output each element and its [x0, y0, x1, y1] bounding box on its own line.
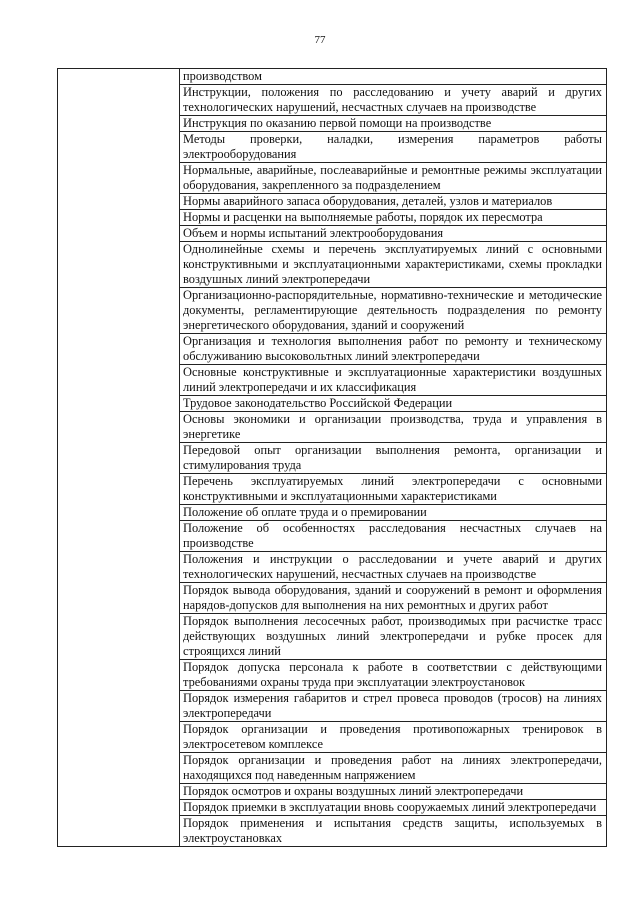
table-cell: Трудовое законодательство Российской Федерации: [180, 396, 607, 412]
left-column-cell: [58, 69, 180, 847]
table-cell: Порядок вывода оборудования, зданий и сооружений в ремонт и оформления нарядов-допусков для выполнения на них ремонтных и других работ: [180, 583, 607, 614]
table-cell: Основные конструктивные и эксплуатационные характеристики воздушных линий электропередачи и их классификация: [180, 365, 607, 396]
table-cell: Нормальные, аварийные, послеаварийные и ремонтные режимы эксплуатации оборудования, закрепленного за подразделением: [180, 163, 607, 194]
table-cell: Порядок измерения габаритов и стрел провеса проводов (тросов) на линиях электропередачи: [180, 691, 607, 722]
table-cell: Инструкция по оказанию первой помощи на производстве: [180, 116, 607, 132]
table-cell: Нормы аварийного запаса оборудования, деталей, узлов и материалов: [180, 194, 607, 210]
table-cell: Порядок выполнения лесосечных работ, производимых при расчистке трасс действующих воздушных линий электропередачи и рубке просек для строящихся линий: [180, 614, 607, 660]
table-cell: Порядок организации и проведения противопожарных тренировок в электросетевом комплексе: [180, 722, 607, 753]
table-cell: Положение об особенностях расследования несчастных случаев на производстве: [180, 521, 607, 552]
table-cell: Организация и технология выполнения работ по ремонту и техническому обслуживанию высоковольтных линий электропередачи: [180, 334, 607, 365]
table-cell: Порядок применения и испытания средств защиты, используемых в электроустановках: [180, 816, 607, 847]
table-cell: Положения и инструкции о расследовании и учете аварий и других технологических нарушений, несчастных случаев на производстве: [180, 552, 607, 583]
table-cell: Основы экономики и организации производства, труда и управления в энергетике: [180, 412, 607, 443]
table-cell: Нормы и расценки на выполняемые работы, порядок их пересмотра: [180, 210, 607, 226]
table-cell: Порядок организации и проведения работ на линиях электропередачи, находящихся под наведенным напряжением: [180, 753, 607, 784]
table-cell: Порядок приемки в эксплуатации вновь сооружаемых линий электропередачи: [180, 800, 607, 816]
page-number: 77: [314, 34, 326, 46]
table-cell: Методы проверки, наладки, измерения параметров работы электрооборудования: [180, 132, 607, 163]
knowledge-table: [57, 68, 607, 847]
table-cell: Однолинейные схемы и перечень эксплуатируемых линий с основными конструктивными и эксплуатационными характеристиками, схемы прокладки воздушных линий электропередачи: [180, 242, 607, 288]
table-cell: Перечень эксплуатируемых линий электропередачи с основными конструктивными и эксплуатационными характеристиками: [180, 474, 607, 505]
table-row: [58, 69, 607, 85]
table-cell: Организационно-распорядительные, нормативно-технические и методические документы, регламентирующие деятельность подразделения по ремонту энергетического оборудования, зданий и сооружений: [180, 288, 607, 334]
table-cell: производством: [180, 69, 607, 85]
table-cell: Порядок осмотров и охраны воздушных линий электропередачи: [180, 784, 607, 800]
table-cell: Инструкции, положения по расследованию и учету аварий и других технологических нарушений, несчастных случаев на производстве: [180, 85, 607, 116]
table-cell: Положение об оплате труда и о премировании: [180, 505, 607, 521]
table-cell: Порядок допуска персонала к работе в соответствии с действующими требованиями охраны труда при эксплуатации электроустановок: [180, 660, 607, 691]
table-cell: Передовой опыт организации выполнения ремонта, организации и стимулирования труда: [180, 443, 607, 474]
table-cell: Объем и нормы испытаний электрооборудования: [180, 226, 607, 242]
